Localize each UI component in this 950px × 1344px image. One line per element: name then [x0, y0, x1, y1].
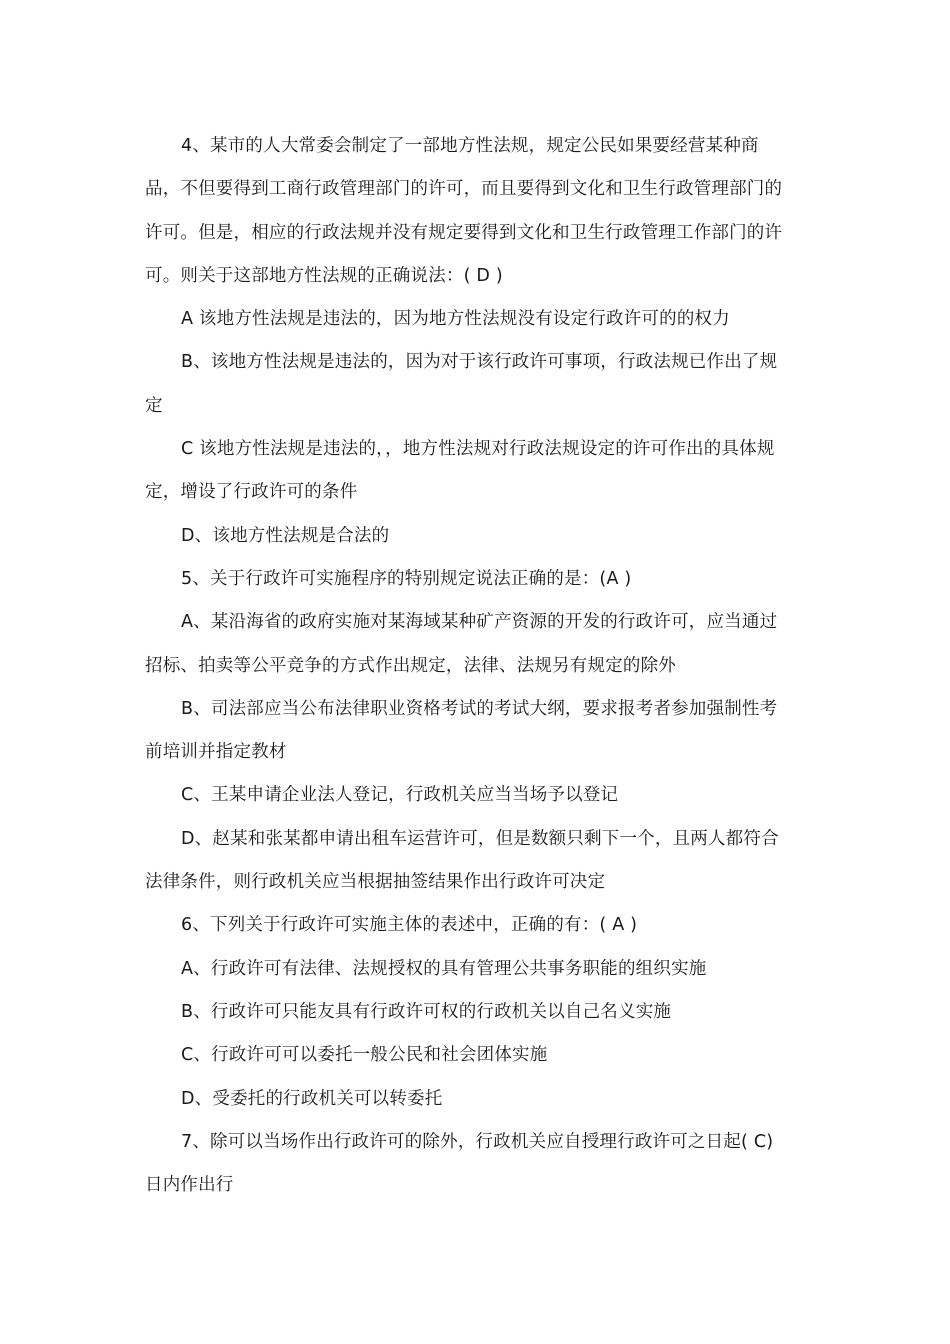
question-5-option-d: D、赵某和张某都申请出租车运营许可，但是数额只剩下一个，且两人都符合法律条件，则行政机关应当根据抽签结果作出行政许可决定 [145, 828, 779, 893]
question-5-option-b: B、司法部应当公布法律职业资格考试的考试大纲，要求报考者参加强制性考前培训并指定教材 [145, 698, 778, 763]
question-6-option-c: C、行政许可可以委托一般公民和社会团体实施 [181, 1045, 548, 1066]
question-5-stem: 5、关于行政许可实施程序的特别规定说法正确的是：(A ) [181, 568, 632, 589]
question-5-option-c: C、王某申请企业法人登记，行政机关应当当场予以登记 [181, 785, 619, 806]
question-4-option-d: D、该地方性法规是合法的 [181, 525, 390, 546]
question-4-option-a: A 该地方性法规是违法的，因为地方性法规没有设定行政许可的的权力 [181, 309, 730, 330]
question-4-option-b: B、该地方性法规是违法的，因为对于该行政许可事项，行政法规已作出了规定 [145, 352, 778, 416]
question-6-option-a: A、行政许可有法律、法规授权的具有管理公共事务职能的组织实施 [181, 958, 707, 979]
question-6-option-b: B、行政许可只能友具有行政许可权的行政机关以自己名义实施 [181, 1001, 672, 1022]
question-7-stem: 7、除可以当场作出行政许可的除外，行政机关应自授理行政许可之日起( C)日内作出行 [145, 1131, 774, 1196]
question-6-option-d: D、受委托的行政机关可以转委托 [181, 1088, 443, 1109]
question-5-option-a: A、某沿海省的政府实施对某海域某种矿产资源的开发的行政许可，应当通过招标、拍卖等公平竞争的方式作出规定，法律、法规另有规定的除外 [145, 612, 778, 676]
document-page [145, 125, 787, 1207]
question-4-option-c: C 该地方性法规是违法的，，地方性法规对行政法规设定的许可作出的具体规定，增设了行政许可的条件 [145, 439, 775, 503]
question-6-stem: 6、下列关于行政许可实施主体的表述中，正确的有：( A ) [181, 915, 638, 936]
question-4-stem: 4、某市的人大常委会制定了一部地方性法规，规定公民如果要经营某种商品，不但要得到工商行政管理部门的许可，而且要得到文化和卫生行政管理部门的许可。但是，相应的行政法规并没有规定要得到文化和卫生行政管理工作部门的许可。则关于这部地方性法规的正确说法：( D ) [145, 136, 783, 286]
